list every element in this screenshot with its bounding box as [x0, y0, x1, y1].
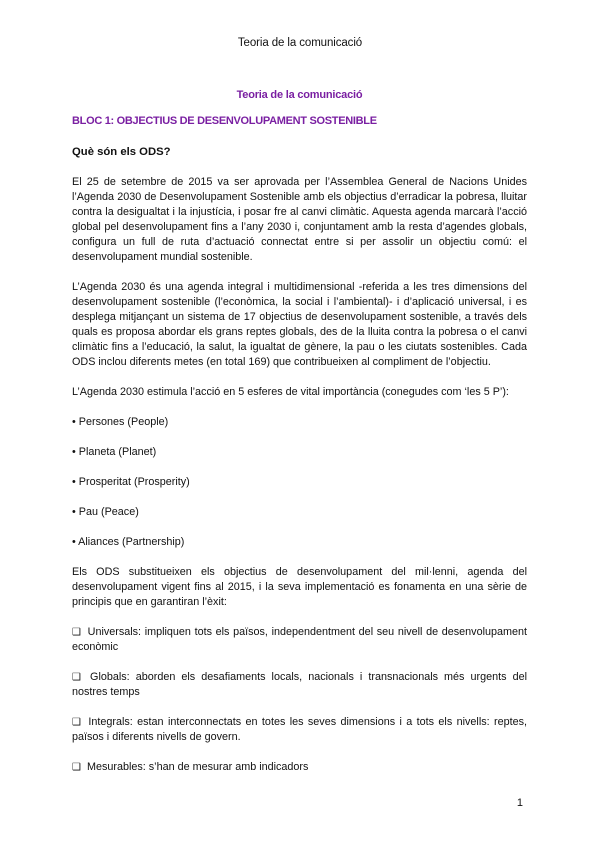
list-item-planet: • Planeta (Planet)	[72, 446, 157, 458]
list-item-prosperity: • Prosperitat (Prosperity)	[72, 476, 190, 488]
principle-integrals	[72, 715, 527, 745]
principle-mesurables	[72, 760, 527, 775]
paragraph-five-p: L’Agenda 2030 estimula l’acció en 5 esferes de vital importància (conegudes com ‘les 5 P’):	[72, 386, 509, 398]
checkbox-icon: ❑	[72, 717, 81, 728]
paragraph-principles-intro: Els ODS substitueixen els objectius de desenvolupament del mil·lenni, agenda del desenvolupament vigent fins al 2015, i la seva implementació es fonamenta en una sèrie de principis que en garantiran l’èxit:	[72, 566, 527, 608]
document-title: Teoria de la comunicació	[236, 89, 363, 101]
section-title: Què són els ODS?	[72, 146, 171, 158]
paragraph-intro: El 25 de setembre de 2015 va ser aprovada per l’Assemblea General de Nacions Unides l’Agenda 2030 de Desenvolupament Sostenible amb els objectius d’erradicar la pobresa, lluitar contra la desigualtat i la injustícia, i posar fre al canvi climàtic. Aquesta agenda marcarà l’acció global pel desenvolupament fins a l’any 2030 i, conjuntament amb la resta d’agendes globals, configura un full de ruta d’actuació connectat entre si per assolir un objectiu comú: el desenvolupament mundial sostenible.	[72, 176, 527, 263]
principle-text: Integrals: estan interconnectats en totes les seves dimensions i a tots els nivells: reptes, països i diferents nivells de govern.	[72, 716, 528, 743]
principle-universals	[72, 625, 527, 655]
list-item-peace: • Pau (Peace)	[72, 506, 139, 518]
bloc-title: BLOC 1: OBJECTIUS DE DESENVOLUPAMENT SOSTENIBLE	[72, 115, 377, 127]
checkbox-icon: ❑	[72, 627, 81, 638]
checkbox-icon: ❑	[72, 762, 81, 773]
principle-text: Universals: impliquen tots els països, independentment del seu nivell de desenvolupament econòmic	[72, 626, 527, 653]
principle-text: Mesurables: s’han de mesurar amb indicadors	[86, 761, 309, 773]
page-number: 1	[516, 797, 523, 809]
running-header: Teoria de la comunicació	[237, 37, 363, 49]
checkbox-icon: ❑	[72, 672, 81, 683]
list-item-partnership: • Aliances (Partnership)	[72, 536, 185, 548]
list-item-people: • Persones (People)	[72, 416, 169, 428]
document-body	[72, 88, 527, 790]
principle-globals	[72, 670, 527, 700]
paragraph-agenda: L’Agenda 2030 és una agenda integral i multidimensional -referida a les tres dimensions del desenvolupament sostenible (l’econòmica, la social i l’ambiental)- i d’aplicació universal, i es desplega mitjançant un sistema de 17 objectius de desenvolupament sostenible, a través dels quals es proposa abordar els grans reptes globals, des de la lluita contra la pobresa o el canvi climàtic fins a l’educació, la salut, la igualtat de gènere, la pau o les ciutats sostenibles. Cada ODS inclou diferents metes (en total 169) que contribueixen al compliment de l’objectiu.	[72, 281, 527, 368]
principle-text: Globals: aborden els desafiaments locals, nacionals i transnacionals més urgents del nostres temps	[72, 671, 528, 698]
